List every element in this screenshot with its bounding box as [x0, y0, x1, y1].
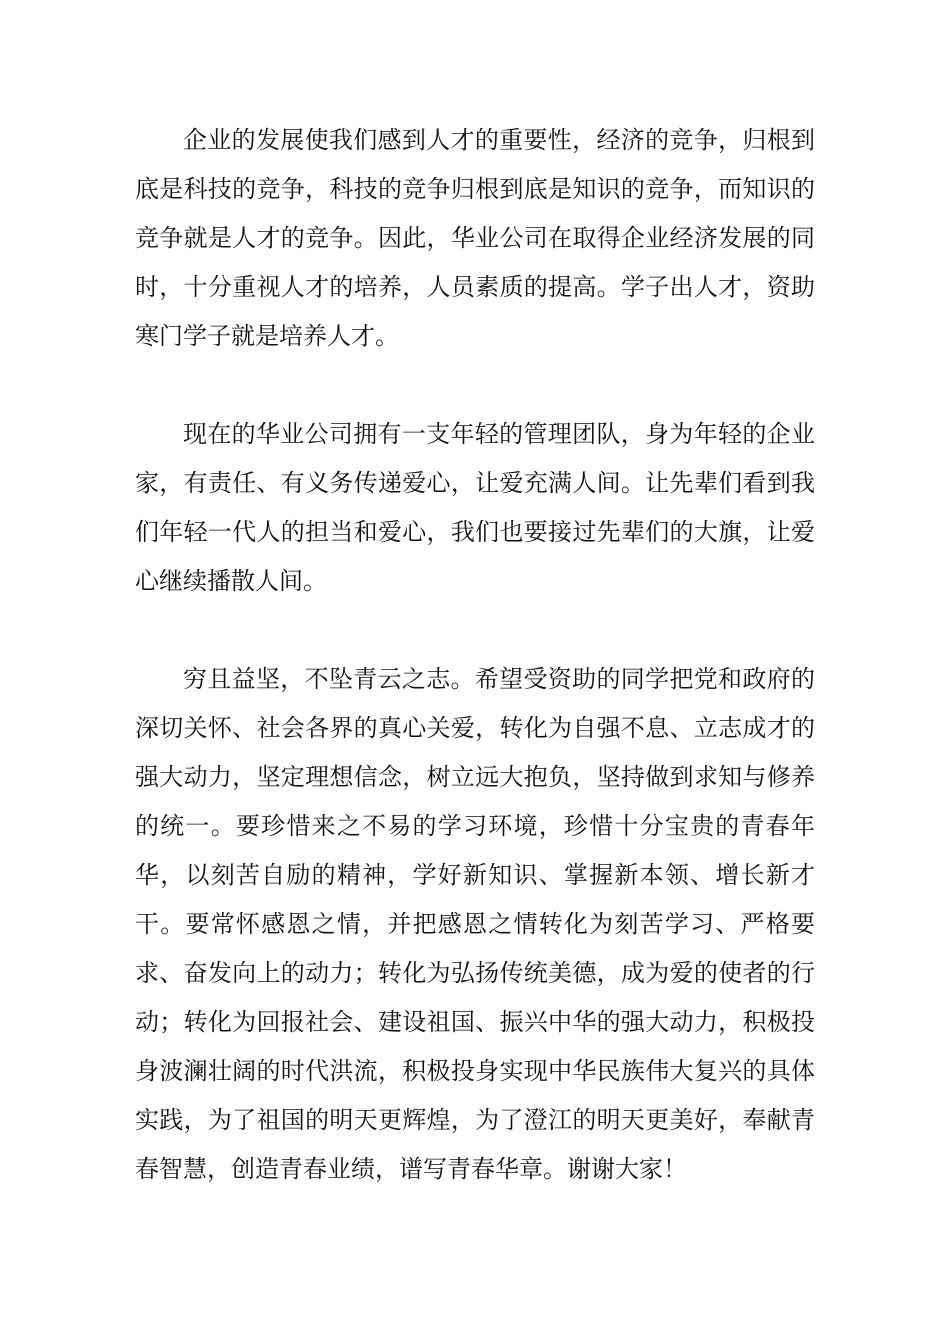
paragraph-encouragement: 穷且益坚，不坠青云之志。希望受资助的同学把党和政府的深切关怀、社会各界的真心关爱，转化为自强不息、立志成才的强大动力，坚定理想信念，树立远大抱负，坚持做到求知与修养的统一。要珍惜来之不易的学习环境，珍惜十分宝贵的青春年华，以刻苦自励的精神，学好新知识、掌握新本领、增长新才干。要常怀感恩之情，并把感恩之情转化为刻苦学习、严格要求、奋发向上的动力；转化为弘扬传统美德，成为爱的使者的行动；转化为回报社会、建设祖国、振兴中华的强大动力，积极投身波澜壮阔的时代洪流，积极投身实现中华民族伟大复兴的具体实践，为了祖国的明天更辉煌，为了澄江的明天更美好，奉献青春智慧，创造青春业绩，谱写青春华章。谢谢大家！: [135, 665, 815, 1183]
document-body: [135, 116, 815, 1194]
paragraph-talent-importance: 企业的发展使我们感到人才的重要性，经济的竞争，归根到底是科技的竞争，科技的竞争归根到底是知识的竞争，而知识的竞争就是人才的竞争。因此，华业公司在取得企业经济发展的同时，十分重视人才的培养，人员素质的提高。学子出人才，资助寒门学子就是培养人才。: [135, 126, 815, 350]
paragraph-young-team: 现在的华业公司拥有一支年轻的管理团队，身为年轻的企业家，有责任、有义务传递爱心，让爱充满人间。让先辈们看到我们年轻一代人的担当和爱心，我们也要接过先辈们的大旗，让爱心继续播散人间。: [135, 420, 815, 595]
